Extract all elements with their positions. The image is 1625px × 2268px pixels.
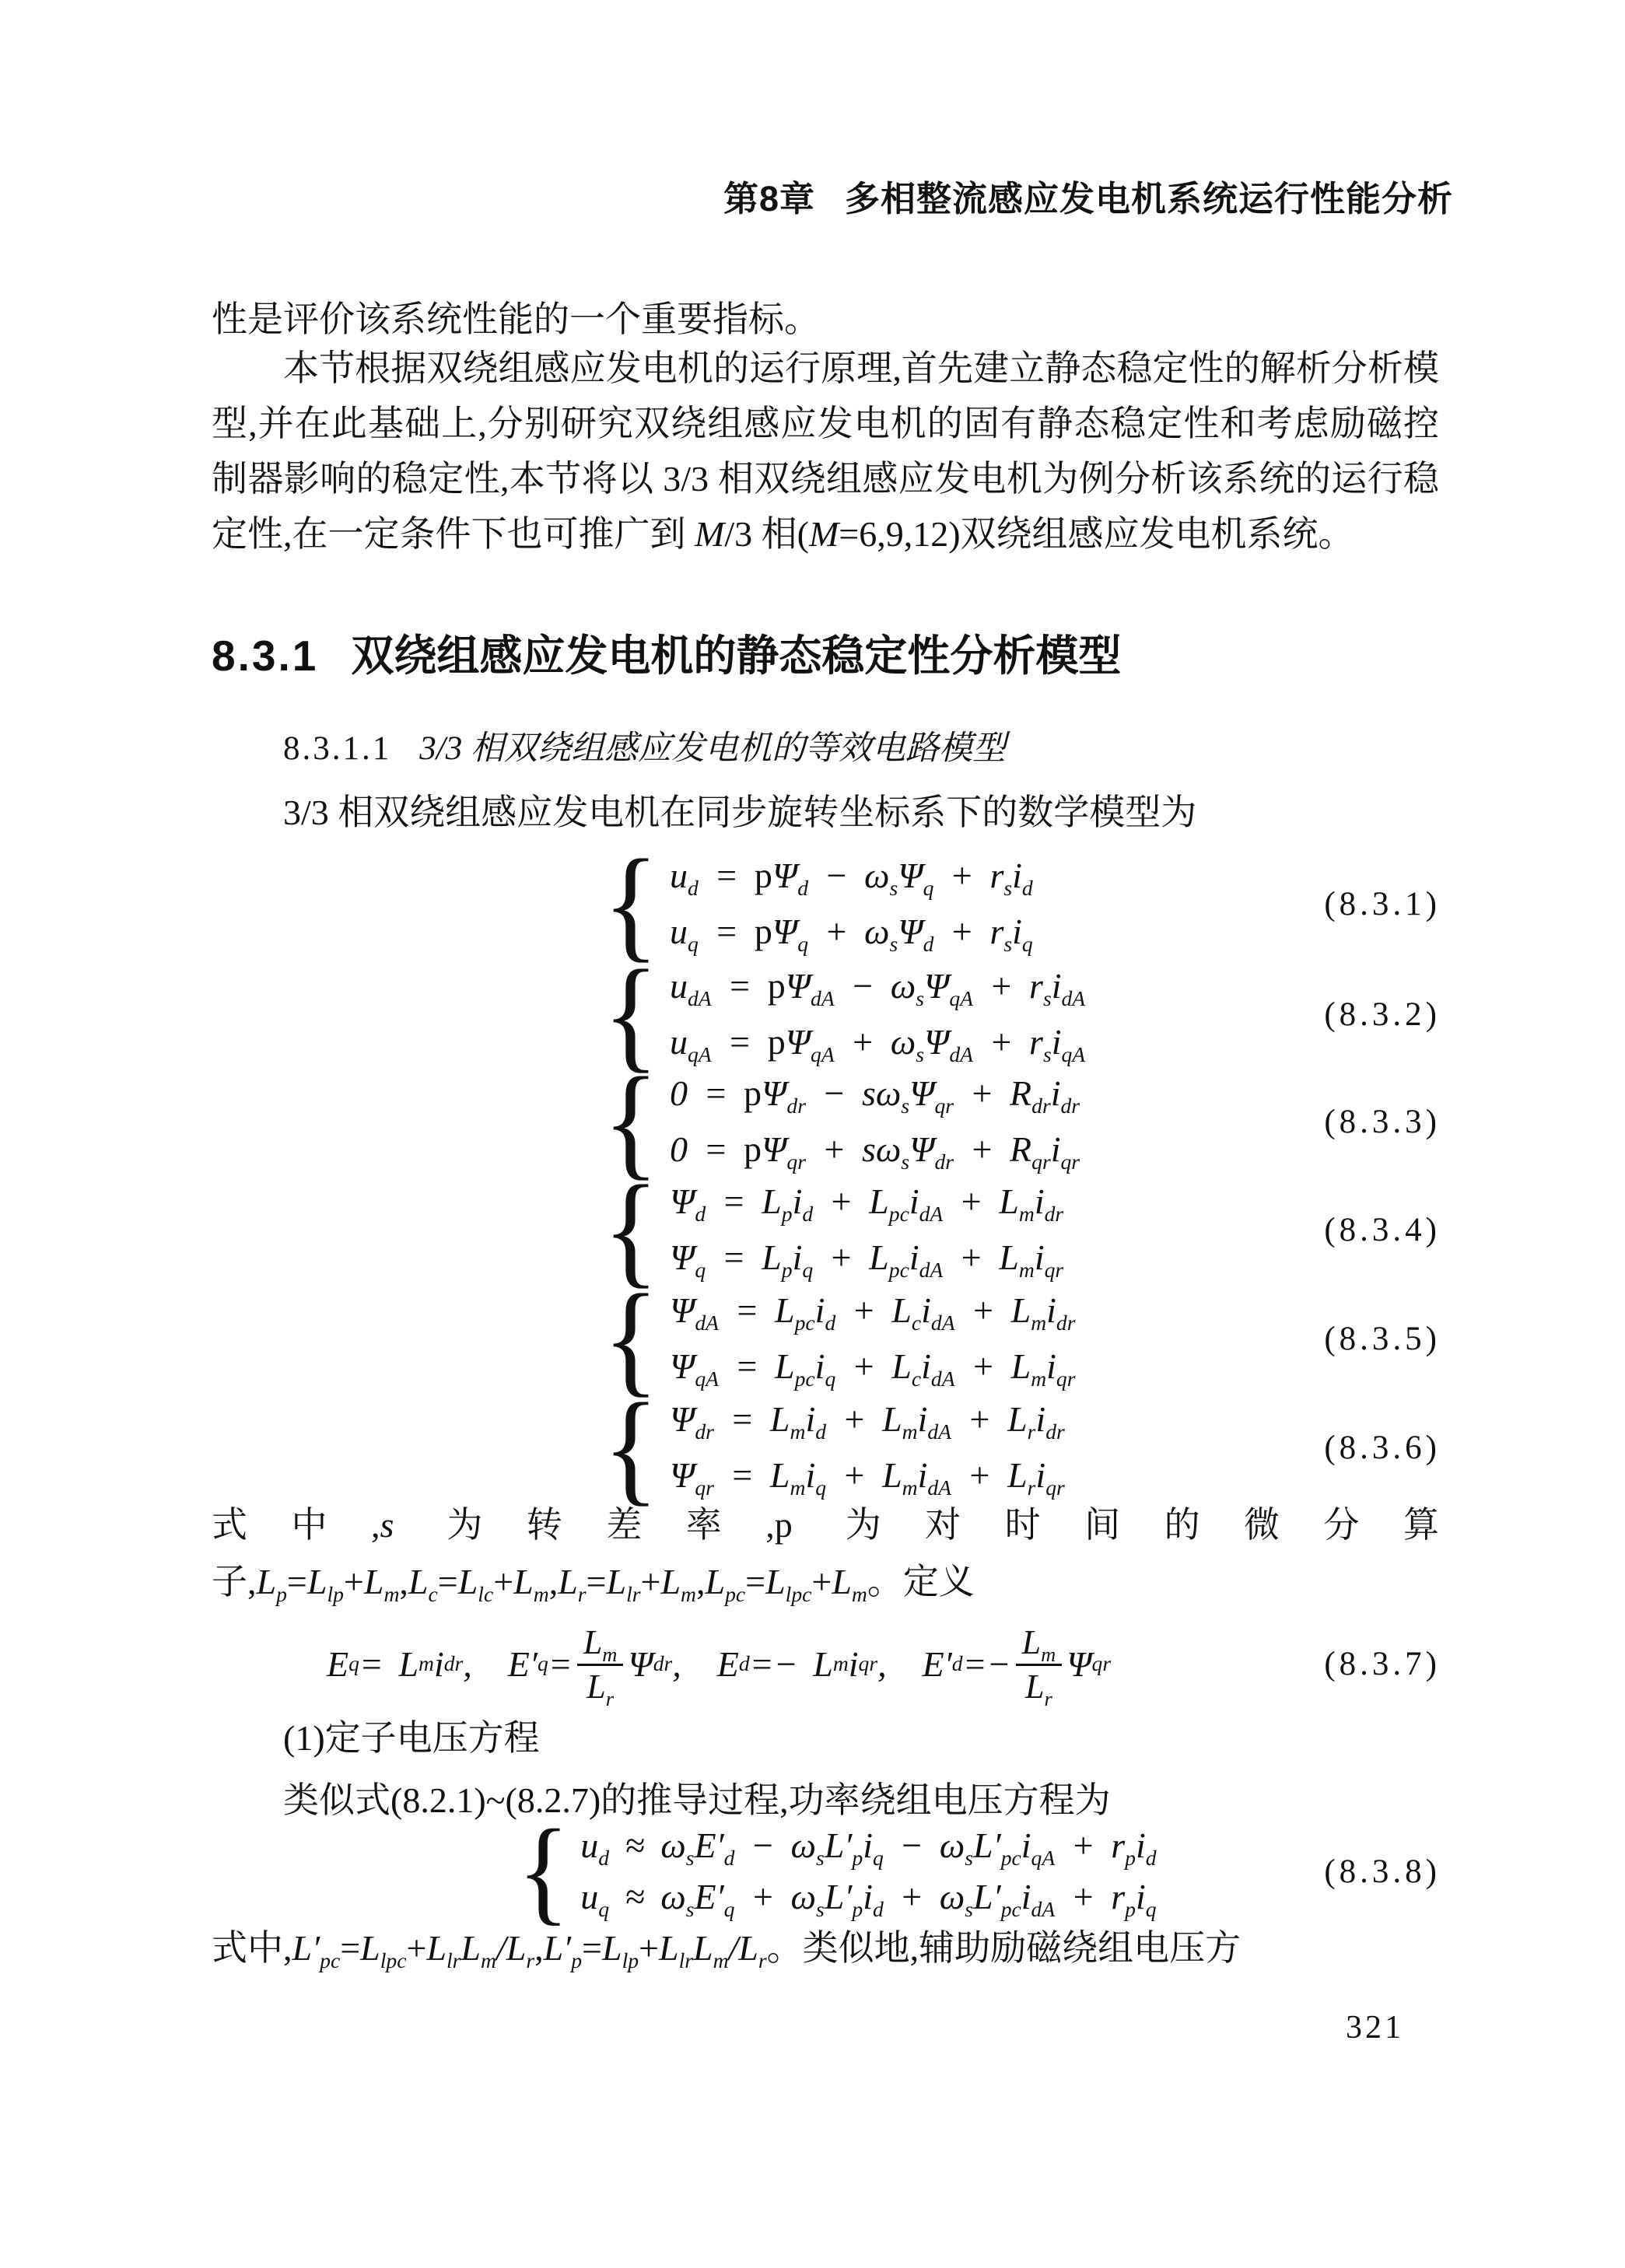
equation-row: $u_q = p\Psi_q + \omega_s\Psi_d + r_si_q$ [670, 912, 1033, 957]
fraction-denominator: $L_r$ [587, 1667, 614, 1710]
fraction-numerator: $L_m$ [577, 1622, 624, 1666]
equation-brace: { [517, 1805, 570, 1937]
equation-row: $u_{qA} = p\Psi_{qA} + \omega_s\Psi_{dA} + r_si_{qA}$ [670, 1022, 1086, 1067]
paragraph-section-intro: 本节根据双绕组感应发电机的运行原理,首先建立静态稳定性的解析分析模型,并在此基础上,分别研究双绕组感应发电机的固有静态稳定性和考虑励磁控制器影响的稳定性,本节将以 3/3 相双绕组感应发电机为例分析该系统的运行稳定性,在一定条件下也可推广到 M/3 相(M=6,9,12)双绕组感应发电机系统。 [212, 348, 1439, 554]
equation-row: $0 = p\Psi_{dr} - s\omega_s\Psi_{qr} + R_{dr}i_{dr}$ [670, 1073, 1080, 1118]
equation-brace: { [603, 1159, 659, 1300]
equation-row: $\Psi_{dr} = L_mi_d + L_mi_{dA} + L_ri_{dr}$ [670, 1399, 1065, 1444]
equation-group-8.3.5 [603, 1268, 1441, 1409]
equation-brace: { [603, 833, 659, 974]
equation-row: $u_q \approx \omega_sE'_q + \omega_sL'_pi_d + \omega_sL'_{pc}i_{dA} + r_pi_q$ [580, 1877, 1157, 1922]
equation-brace: { [603, 1268, 659, 1409]
equation-number: (8.3.2) [1324, 996, 1441, 1033]
subsection-title: 3/3 相双绕组感应发电机的等效电路模型 [419, 730, 1006, 767]
equation-number: (8.3.8) [1324, 1853, 1441, 1890]
equation-rows [670, 1174, 1063, 1286]
equation-number: (8.3.7) [1324, 1645, 1441, 1682]
equation-number: (8.3.1) [1324, 885, 1441, 922]
equation-rows [670, 958, 1085, 1070]
derivation-intro-line: 类似式(8.2.1)~(8.2.7)的推导过程,功率绕组电压方程为 [283, 1780, 1111, 1820]
model-intro-line: 3/3 相双绕组感应发电机在同步旋转坐标系下的数学模型为 [283, 793, 1197, 832]
equation-row: $\Psi_{qr} = L_mi_q + L_mi_{dA} + L_ri_{qr}$ [670, 1455, 1065, 1500]
equation-row: $0 = p\Psi_{qr} + s\omega_s\Psi_{dr} + R_{qr}i_{qr}$ [670, 1129, 1080, 1174]
fraction-denominator: $L_r$ [1025, 1667, 1052, 1710]
list-item-stator-voltage: (1)定子电压方程 [283, 1718, 540, 1758]
equation-brace: { [603, 943, 659, 1084]
equation-brace: { [603, 1051, 659, 1192]
equation-number: (8.3.5) [1324, 1320, 1441, 1357]
equation-group-8.3.6 [603, 1377, 1441, 1517]
subsection-heading [283, 726, 1006, 772]
equation-number: (8.3.4) [1324, 1211, 1441, 1248]
equation-segment: E′ d =− $\frac{L_m}{L_r}$ Ψ qr [922, 1622, 1112, 1710]
equation-number: (8.3.6) [1324, 1429, 1441, 1466]
equation-rows [670, 1066, 1080, 1178]
section-number: 8.3.1 [212, 632, 319, 680]
section-heading [212, 630, 1121, 681]
equation-rows [580, 1820, 1156, 1923]
equation-group-8.3.8 [517, 1805, 1441, 1937]
equation-row: $\Psi_{dA} = L_{pc}i_d + L_ci_{dA} + L_mi_{dr}$ [670, 1290, 1076, 1335]
equation-8-3-7 [327, 1616, 1441, 1711]
equation-rows [670, 1283, 1075, 1395]
equation-group-8.3.4 [603, 1159, 1441, 1300]
page-number: 321 [1346, 2010, 1404, 2046]
equation-brace: { [603, 1377, 659, 1517]
equation-row: $\Psi_q = L_pi_q + L_{pc}i_{dA} + L_mi_{qr}$ [670, 1237, 1064, 1283]
chapter-title: 多相整流感应发电机系统运行性能分析 [844, 179, 1453, 219]
fraction [1016, 1622, 1063, 1710]
chapter-number: 第8章 [723, 179, 815, 219]
where-clause-paragraph: 式中,s 为转差率,p 为对时间的微分算子$,L_p=L_{lp}+L_m,L_c=L_{lc}+L_m,L_r=L_{lr}+L_m,L_{pc}=L_{lpc}+L_m$。定义 [212, 1505, 1440, 1607]
equation-rows [670, 1391, 1065, 1503]
equation-row: $u_{dA} = p\Psi_{dA} - \omega_s\Psi_{qA} + r_si_{dA}$ [670, 966, 1086, 1011]
closing-where-line: 式中$,L'_{pc}=L_{lpc}+L_{lr}L_m/L_r,L'_p=L_{lp}+L_{lr}L_m/L_r$。类似地,辅助励磁绕组电压方 [212, 1928, 1242, 1973]
equation-group-8.3.1 [603, 833, 1441, 974]
equation-group-8.3.2 [603, 943, 1441, 1084]
equation-segment: E q = L m i dr , [327, 1643, 472, 1684]
section-title: 双绕组感应发电机的静态稳定性分析模型 [351, 632, 1122, 680]
running-header [723, 177, 1453, 221]
equation-row: $\Psi_d = L_pi_d + L_{pc}i_{dA} + L_mi_{dr}$ [670, 1181, 1064, 1227]
paragraph-continuation: 性是评价该系统性能的一个重要指标。 [212, 299, 820, 339]
equation-rows [670, 848, 1033, 960]
equation-group-8.3.3 [603, 1051, 1441, 1192]
subsection-number: 8.3.1.1 [283, 730, 392, 767]
equation-number: (8.3.3) [1324, 1103, 1441, 1140]
equation-row: $\Psi_{qA} = L_{pc}i_q + L_ci_{dA} + L_mi_{qr}$ [670, 1346, 1076, 1391]
equation-row: $u_d \approx \omega_sE'_d - \omega_sL'_pi_q - \omega_sL'_{pc}i_{qA} + r_pi_d$ [580, 1825, 1157, 1871]
fraction [577, 1622, 624, 1710]
equation-segment: E d =− L m i qr , [716, 1643, 887, 1684]
equation-segment: E′ q = $\frac{L_m}{L_r}$ Ψ dr , [507, 1622, 681, 1710]
fraction-numerator: $L_m$ [1016, 1622, 1063, 1666]
equation-row: $u_d = p\Psi_d - \omega_s\Psi_q + r_si_d$ [670, 856, 1033, 901]
